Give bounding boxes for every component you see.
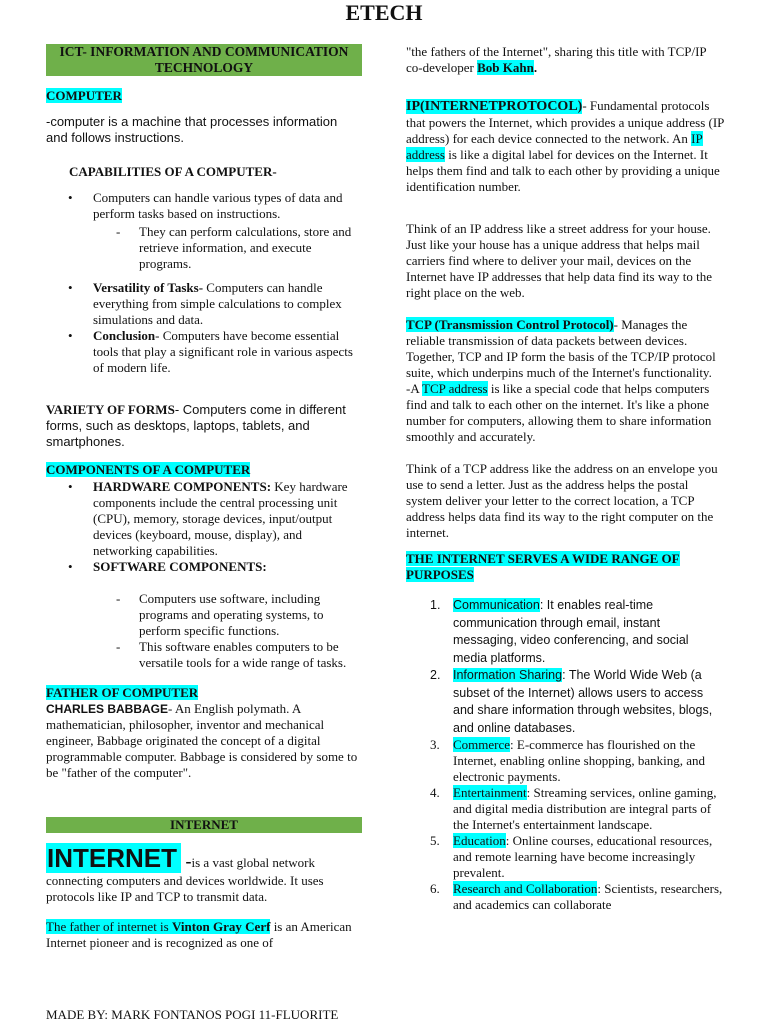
list-item: 1. Communication: It enables real-time communication through email, instant messaging, video conferencing, and social media platforms.: [430, 598, 689, 665]
cerf-continuation: "the fathers of the Internet", sharing this title with TCP/IP co-developer Bob Kahn.: [406, 44, 707, 75]
computer-heading: COMPUTER: [46, 88, 122, 103]
tcp-address-paragraph: -A TCP address is like a special code that helps computers find and talk to each other on the internet. It's like a phone number for computers, allowing them to share information smoothly and accurately.: [406, 381, 712, 444]
father-internet-paragraph: The father of internet is Vinton Gray Cerf is an American Internet pioneer and is recognized as one of: [46, 919, 352, 950]
variety-paragraph: VARIETY OF FORMS- Computers come in different forms, such as desktops, laptops, tablets, and smartphones.: [46, 402, 346, 449]
computer-definition: -computer is a machine that processes information and follows instructions.: [46, 114, 338, 145]
left-column: [46, 44, 362, 951]
purposes-list: [406, 597, 724, 913]
father-of-computer-heading: FATHER OF COMPUTER: [46, 685, 199, 700]
tcp-analogy: Think of a TCP address like the address on an envelope you use to send a letter. Just as the address helps the postal system deliver your letter to the correct location, a TCP address helps data find its way to the right computer on the internet.: [406, 461, 718, 540]
list-item: - They can perform calculations, store and retrieve information, and execute programs.: [46, 224, 362, 272]
right-column: [406, 44, 724, 913]
purposes-heading: THE INTERNET SERVES A WIDE RANGE OF PURPOSES: [406, 551, 680, 582]
list-item: 3. Commerce: E-commerce has flourished on the Internet, enabling online shopping, banking, and electronic payments.: [430, 737, 706, 784]
ip-analogy: Think of an IP address like a street address for your house. Just like your house has a unique address that helps mail carriers find where to deliver your mail, devices on the Internet have IP addresses that help data find its way to the right place on the web.: [406, 221, 713, 300]
list-item: • Versatility of Tasks- Computers can handle everything from simple calculations to complex simulations and data.: [46, 280, 362, 328]
ict-header: ICT- INFORMATION AND COMMUNICATION TECHNOLOGY: [46, 44, 362, 76]
list-item: - This software enables computers to be versatile tools for a wide range of tasks.: [46, 639, 362, 671]
internet-paragraph: INTERNET -is a vast global network connecting computers and devices worldwide. It uses protocols like IP and TCP to transmit data.: [46, 843, 324, 904]
list-item: - Computers use software, including programs and operating systems, to perform specific functions.: [46, 591, 362, 639]
list-item: 2. Information Sharing: The World Wide Web (a subset of the Internet) allows users to access and share information through websites, blogs, and online databases.: [430, 668, 713, 735]
page-title: ETECH: [345, 0, 423, 25]
list-item: 4. Entertainment: Streaming services, online gaming, and digital media distribution are integral parts of the Internet's entertainment landscape.: [430, 785, 717, 832]
footer-credit: MADE BY: MARK FONTANOS POGI 11-FLUORITE: [46, 1007, 339, 1022]
list-item: • Conclusion- Computers have become essential tools that play a significant role in various aspects of modern life.: [46, 328, 362, 376]
babbage-paragraph: CHARLES BABBAGE- An English polymath. A mathematician, philosopher, inventor and mechanical engineer, Babbage originated the concept of a digital programmable computer. Babbage is considered by some to be "father of the computer".: [46, 701, 358, 780]
list-item: • Computers can handle various types of data and perform tasks based on instructions.: [46, 190, 362, 222]
ip-paragraph: IP(INTERNETPROTOCOL)- Fundamental protocols that powers the Internet, which provides a unique address (IP address) for each device connected to the network. An IP address is like a digital label for devices on the Internet. It helps them find and talk to each other by providing a unique identification number.: [406, 98, 724, 194]
tcp-paragraph: TCP (Transmission Control Protocol)- Manages the reliable transmission of data packets between devices. Together, TCP and IP form the basis of the TCP/IP protocol suite, which underpins much of the Internet's functionality.: [406, 317, 716, 380]
capabilities-heading: CAPABILITIES OF A COMPUTER-: [69, 164, 277, 179]
list-item: 6. Research and Collaboration: Scientists, researchers, and academics can collaborate: [430, 881, 723, 912]
list-item: • SOFTWARE COMPONENTS:: [46, 559, 362, 575]
list-item: 5. Education: Online courses, educational resources, and remote learning have become increasingly prevalent.: [430, 833, 713, 880]
internet-bar: INTERNET: [46, 817, 362, 833]
components-heading: COMPONENTS OF A COMPUTER: [46, 462, 251, 477]
list-item: • HARDWARE COMPONENTS: Key hardware components include the central processing unit (CPU), memory, storage devices, input/output devices (keyboard, mouse, display), and networking capabilities.: [46, 479, 362, 559]
